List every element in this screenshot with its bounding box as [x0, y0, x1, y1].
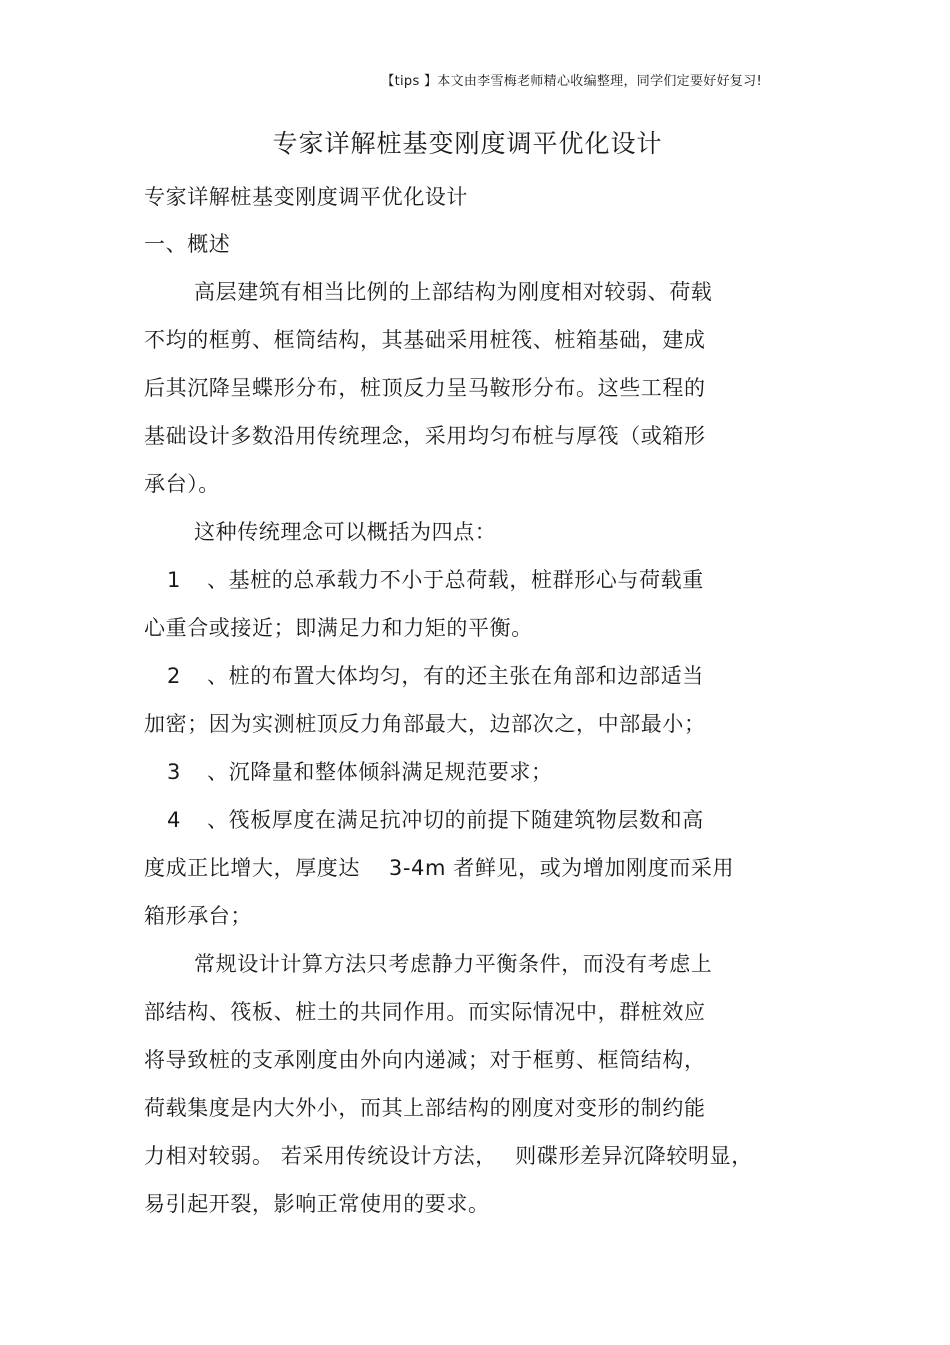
list-item-1 [167, 565, 704, 595]
section-heading: 一、概述 [144, 232, 231, 256]
list-item-3 [167, 757, 553, 787]
list-item-text: 、沉降量和整体倾斜满足规范要求； [207, 760, 553, 784]
paragraph-line: 基础设计多数沿用传统理念，采用均匀布桩与厚筏（或箱形 [144, 424, 706, 448]
list-number: 1 [167, 568, 181, 592]
paragraph-line: 高层建筑有相当比例的上部结构为刚度相对较弱、荷载 [194, 280, 713, 304]
list-item-continuation: 度成正比增大，厚度达 3-4m 者鲜见，或为增加刚度而采用 [144, 856, 735, 880]
list-item-continuation: 箱形承台； [144, 904, 252, 928]
document-subtitle: 专家详解桩基变刚度调平优化设计 [144, 185, 468, 209]
paragraph-line: 不均的框剪、框筒结构，其基础采用桩筏、桩箱基础，建成 [144, 328, 706, 352]
list-item-continuation: 加密；因为实测桩顶反力角部最大，边部次之，中部最小； [144, 712, 706, 736]
paragraph-line: 荷载集度是内大外小，而其上部结构的刚度对变形的制约能 [144, 1096, 706, 1120]
paragraph-line: 这种传统理念可以概括为四点： [194, 520, 497, 544]
paragraph-line: 部结构、筏板、桩土的共同作用。而实际情况中，群桩效应 [144, 1000, 706, 1024]
paragraph-line: 承台）。 [144, 472, 220, 496]
list-item-continuation: 心重合或接近；即满足力和力矩的平衡。 [144, 616, 533, 640]
list-item-text: 、筏板厚度在满足抗冲切的前提下随建筑物层数和高 [207, 808, 704, 832]
paragraph-line: 力相对较弱。 若采用传统设计方法， 则碟形差异沉降较明显， [144, 1144, 753, 1168]
paragraph-line: 将导致桩的支承刚度由外向内递减；对于框剪、框筒结构， [144, 1048, 706, 1072]
paragraph-line: 后其沉降呈蝶形分布，桩顶反力呈马鞍形分布。这些工程的 [144, 376, 706, 400]
list-number: 4 [167, 808, 181, 832]
paragraph-line: 易引起开裂，影响正常使用的要求。 [144, 1192, 490, 1216]
list-number: 2 [167, 664, 181, 688]
list-item-2 [167, 661, 704, 691]
list-number: 3 [167, 760, 181, 784]
list-item-text: 、基桩的总承载力不小于总荷载，桩群形心与荷载重 [207, 568, 704, 592]
list-item-text: 、桩的布置大体均匀，有的还主张在角部和边部适当 [207, 664, 704, 688]
document-title: 专家详解桩基变刚度调平优化设计 [272, 129, 663, 158]
list-item-4 [167, 805, 704, 835]
tips-header: 【tips 】本文由李雪梅老师精心收编整理，同学们定要好好复习! [381, 74, 762, 89]
paragraph-line: 常规设计计算方法只考虑静力平衡条件，而没有考虑上 [194, 952, 713, 976]
